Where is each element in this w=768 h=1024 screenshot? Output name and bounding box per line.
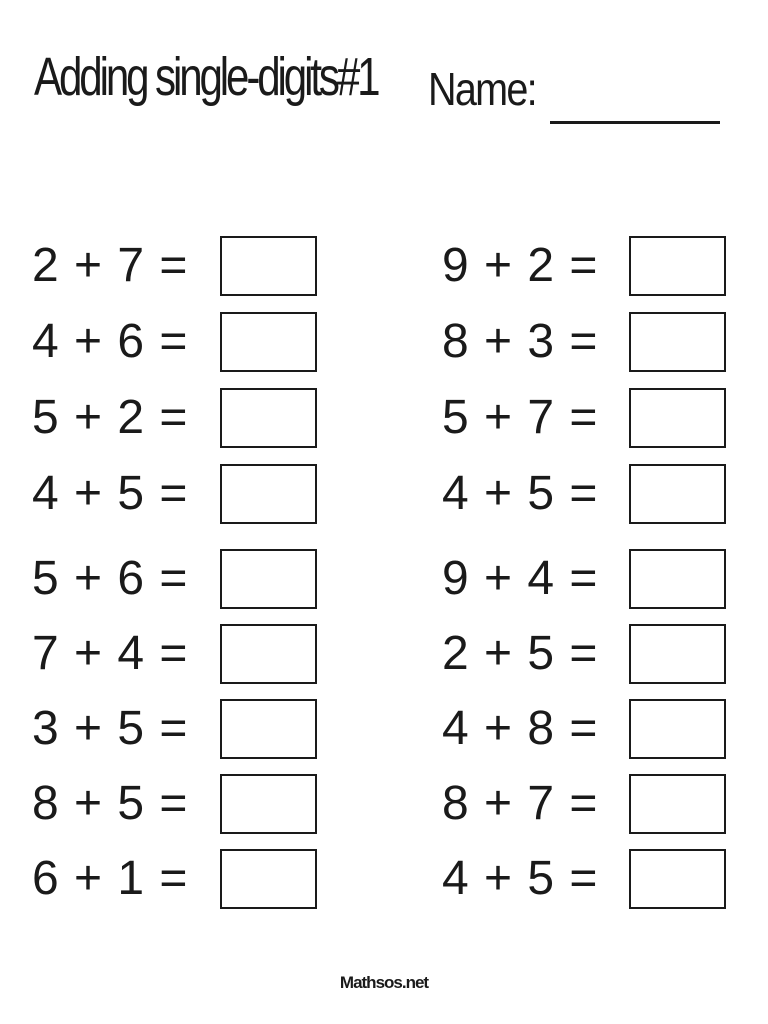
problem-row [442, 549, 598, 609]
problem-row [442, 312, 598, 372]
equation-text: 9 + 4 = [442, 552, 599, 605]
answer-box[interactable] [220, 236, 317, 296]
equation-text: 2 + 7 = [32, 239, 189, 292]
answer-box[interactable] [629, 388, 726, 448]
footer-credit: Mathsos.net [339, 973, 429, 992]
answer-box[interactable] [629, 774, 726, 834]
problem-row [442, 849, 598, 909]
problem-row [32, 464, 188, 524]
answer-box[interactable] [220, 464, 317, 524]
equation-text: 4 + 5 = [442, 852, 599, 905]
answer-box[interactable] [220, 624, 317, 684]
problem-row [32, 549, 188, 609]
equation-text: 5 + 7 = [442, 391, 599, 444]
name-label: Name: [428, 63, 536, 115]
equation-text: 2 + 5 = [442, 627, 599, 680]
equation-text: 7 + 4 = [32, 627, 189, 680]
answer-box[interactable] [220, 312, 317, 372]
answer-box[interactable] [220, 388, 317, 448]
equation-text: 5 + 2 = [32, 391, 189, 444]
answer-box[interactable] [629, 464, 726, 524]
answer-box[interactable] [220, 549, 317, 609]
problem-row [32, 699, 188, 759]
worksheet-title: Adding single-digits#1 [34, 47, 378, 107]
problem-row [442, 624, 598, 684]
problem-row [32, 849, 188, 909]
problem-row [442, 464, 598, 524]
problem-row [32, 388, 188, 448]
equation-text: 4 + 5 = [32, 467, 189, 520]
answer-box[interactable] [220, 699, 317, 759]
equation-text: 8 + 5 = [32, 777, 189, 830]
problem-row [32, 774, 188, 834]
equation-text: 3 + 5 = [32, 702, 189, 755]
problem-row [32, 624, 188, 684]
answer-box[interactable] [629, 236, 726, 296]
answer-box[interactable] [629, 624, 726, 684]
equation-text: 4 + 8 = [442, 702, 599, 755]
problem-row [442, 236, 598, 296]
answer-box[interactable] [220, 849, 317, 909]
equation-text: 4 + 5 = [442, 467, 599, 520]
equation-text: 6 + 1 = [32, 852, 189, 905]
problem-row [442, 774, 598, 834]
problem-row [32, 236, 188, 296]
problem-row [32, 312, 188, 372]
answer-box[interactable] [629, 549, 726, 609]
answer-box[interactable] [220, 774, 317, 834]
answer-box[interactable] [629, 849, 726, 909]
answer-box[interactable] [629, 312, 726, 372]
problem-row [442, 388, 598, 448]
equation-text: 8 + 3 = [442, 315, 599, 368]
problem-row [442, 699, 598, 759]
equation-text: 8 + 7 = [442, 777, 599, 830]
equation-text: 9 + 2 = [442, 239, 599, 292]
answer-box[interactable] [629, 699, 726, 759]
equation-text: 5 + 6 = [32, 552, 189, 605]
equation-text: 4 + 6 = [32, 315, 189, 368]
